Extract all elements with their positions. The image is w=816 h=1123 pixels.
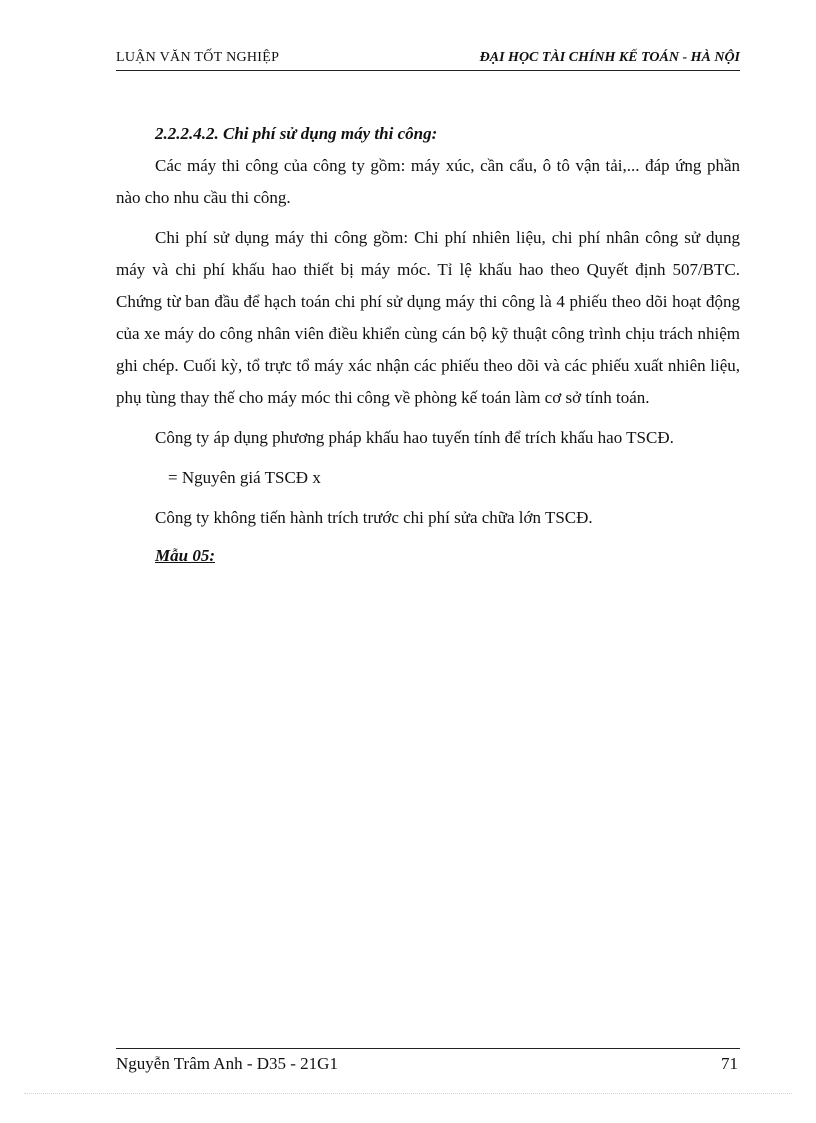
paragraph-depreciation: Công ty áp dụng phương pháp khấu hao tuyến tính để trích khấu hao TSCĐ. <box>155 428 674 447</box>
paragraph-repair-costs: Công ty không tiến hành trích trước chi phí sửa chữa lớn TSCĐ. <box>155 508 593 527</box>
header-university-label: ĐẠI HỌC TÀI CHÍNH KẾ TOÁN - HÀ NỘI <box>479 50 740 65</box>
page-header <box>116 48 740 71</box>
paragraph-machine-costs: Chi phí sử dụng máy thi công gồm: Chi phí nhiên liệu, chi phí nhân công sử dụng máy và chi phí khấu hao thiết bị máy móc. Tỉ lệ khấu hao theo Quyết định 507/BTC. Chứng từ ban đầu để hạch toán chi phí sử dụng máy thi công là 4 phiếu theo dõi hoạt động của xe máy do công nhân viên điều khiển cùng cán bộ kỹ thuật công trình chịu trách nhiệm ghi chép. Cuối kỳ, tổ trực tổ máy xác nhận các phiếu theo dõi và các phiếu xuất nhiên liệu, phụ tùng thay thế cho máy móc thi công về phòng kế toán làm cơ sở tính toán. <box>116 228 740 407</box>
footer-divider <box>116 1048 740 1049</box>
depreciation-formula: = Nguyên giá TSCĐ x <box>168 468 321 487</box>
document-body <box>116 118 740 572</box>
paragraph-machines: Các máy thi công của công ty gồm: máy xúc, cần cẩu, ô tô vận tải,... đáp ứng phần nào cho nhu cầu thi công. <box>116 156 740 207</box>
page-number: 71 <box>721 1054 738 1073</box>
page-bottom-edge <box>24 1093 792 1094</box>
sample-form-label: Mẫu 05: <box>155 546 215 565</box>
section-heading: 2.2.2.4.2. Chi phí sử dụng máy thi công: <box>155 124 438 143</box>
header-thesis-label: LUẬN VĂN TỐT NGHIỆP <box>116 50 280 65</box>
footer-author: Nguyễn Trâm Anh - D35 - 21G1 <box>116 1054 338 1073</box>
